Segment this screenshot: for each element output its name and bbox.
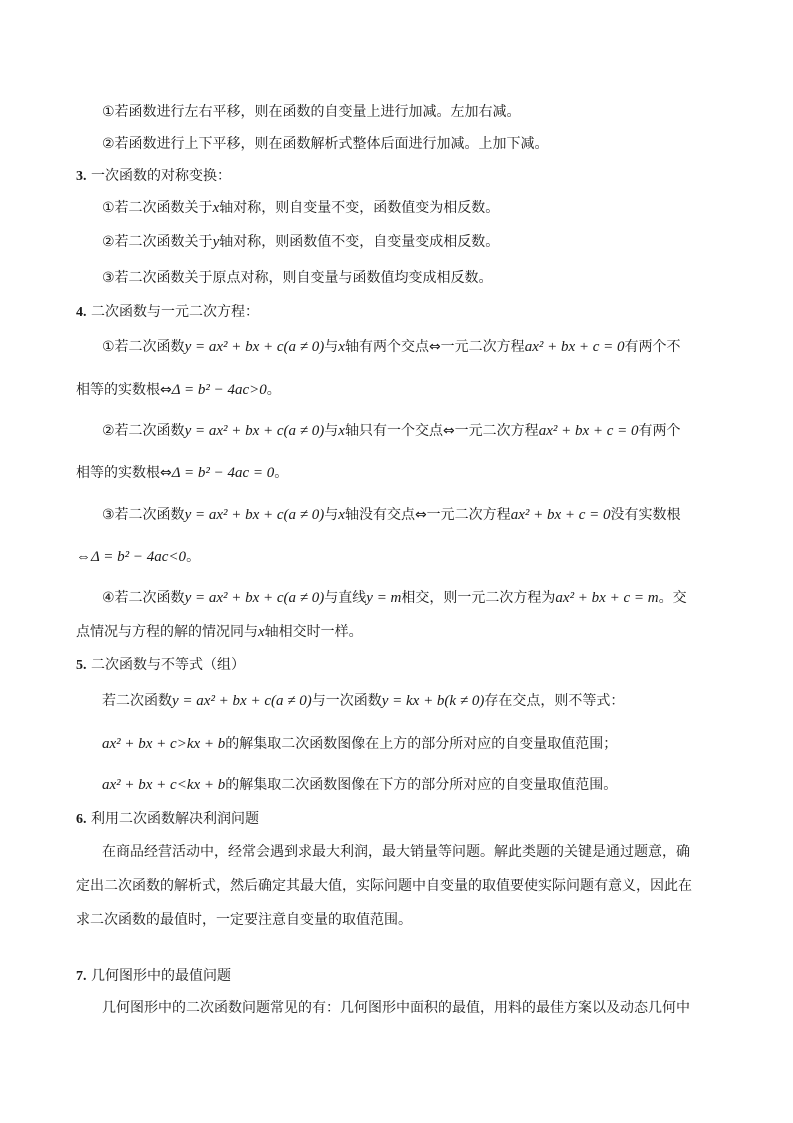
section-number: 6. (76, 812, 87, 827)
text: ①若函数进行左右平移，则在函数的自变量上进行加减。左加右减。 (102, 104, 521, 120)
math: y = ax² + bx + c(a ≠ 0) (172, 693, 312, 709)
text: 轴对称，则函数值不变，自变量变成相反数。 (219, 234, 500, 250)
math: ⇔Δ = b² − 4ac<0 (76, 549, 187, 565)
text: ②若二次函数 (102, 423, 185, 439)
text: 在商品经营活动中，经常会遇到求最大利润，最大销量等问题。解此类题的关键是通过题意，确 (102, 844, 690, 860)
section-heading-5 (76, 655, 245, 676)
text: 没有实数根 (610, 507, 681, 523)
paragraph-profit-2 (76, 876, 692, 896)
paragraph-two-intersections-cont (76, 380, 281, 400)
text: 与 (324, 339, 339, 355)
paragraph-line-intersection (102, 588, 687, 608)
text: 与 (324, 423, 339, 439)
text: ③若二次函数关于原点对称，则自变量与函数值均变成相反数。 (102, 270, 493, 286)
paragraph-no-intersection-cont (76, 547, 200, 567)
paragraph-x-axis-symmetry (102, 198, 499, 218)
math: ax² + bx + c = 0 (524, 339, 625, 355)
text: 求二次函数的最值时，一定要注意自变量的取值范围。 (76, 912, 412, 928)
text: 轴相交时一样。 (264, 624, 363, 640)
text: 若二次函数 (102, 693, 172, 709)
text: 与 (324, 507, 339, 523)
text: ③若二次函数 (102, 507, 185, 523)
paragraph-shift-horizontal (102, 102, 521, 122)
text: 点情况与方程的解的情况同与 (76, 624, 258, 640)
text: ②若函数进行上下平移，则在函数解析式整体后面进行加减。上加下减。 (102, 136, 549, 152)
text: 。 (186, 549, 201, 565)
math: x (212, 200, 220, 216)
paragraph-profit-1 (102, 842, 690, 862)
math: y (212, 234, 220, 250)
paragraph-geometry-1 (102, 998, 690, 1018)
math: ax² + bx + c = m (555, 590, 659, 606)
paragraph-origin-symmetry (102, 268, 493, 288)
section-heading-6 (76, 809, 259, 830)
math: y = ax² + bx + c(a ≠ 0) (184, 423, 325, 439)
math: y = ax² + bx + c(a ≠ 0) (184, 590, 325, 606)
section-title: 二次函数与不等式（组） (90, 657, 245, 673)
section-heading-4 (76, 302, 259, 323)
text: 存在交点，则不等式： (484, 693, 625, 709)
paragraph-shift-vertical (102, 134, 549, 154)
math: x (338, 423, 345, 439)
text: 轴有两个交点⇔一元二次方程 (344, 339, 525, 355)
section-number: 7. (76, 969, 87, 984)
text: 有两个不 (624, 339, 681, 355)
text: 有两个 (638, 423, 681, 439)
text: 相等的实数根⇔ (76, 465, 172, 481)
paragraph-line-intersection-cont (76, 622, 363, 642)
text: 与直线 (324, 590, 367, 606)
paragraph-inequality-less (102, 775, 617, 795)
math: y = kx + b(k ≠ 0) (381, 693, 485, 709)
section-title: 几何图形中的最值问题 (90, 968, 231, 984)
math: ax² + bx + c>kx + b (102, 736, 226, 752)
section-number: 5. (76, 658, 87, 673)
math: x (338, 507, 345, 523)
text: 轴没有交点⇔一元二次方程 (344, 507, 511, 523)
text: 定出二次函数的解析式，然后确定其最大值，实际问题中自变量的取值要使实际问题有意义，因此在 (76, 878, 692, 894)
paragraph-y-axis-symmetry (102, 232, 499, 252)
paragraph-inequality-greater (102, 734, 617, 754)
text: 。交 (658, 590, 687, 606)
section-title: 二次函数与一元二次方程： (90, 304, 259, 320)
text: 相交，则一元二次方程为 (401, 590, 556, 606)
text: ①若二次函数关于 (102, 200, 213, 216)
text: 的解集取二次函数图像在上方的部分所对应的自变量取值范围； (225, 736, 618, 752)
section-title: 一次函数的对称变换： (90, 168, 231, 184)
text: 几何图形中的二次函数问题常见的有：几何图形中面积的最值，用料的最佳方案以及动态几何中 (102, 1000, 690, 1016)
text: 的解集取二次函数图像在下方的部分所对应的自变量取值范围。 (225, 777, 618, 793)
paragraph-profit-3 (76, 910, 412, 930)
section-number: 3. (76, 169, 87, 184)
math: y = ax² + bx + c(a ≠ 0) (184, 339, 325, 355)
section-heading-3 (76, 166, 231, 187)
text: 相等的实数根⇔ (76, 382, 172, 398)
math: ax² + bx + c<kx + b (102, 777, 226, 793)
text: 与一次函数 (311, 693, 382, 709)
text: 。 (266, 382, 281, 398)
text: ②若二次函数关于 (102, 234, 213, 250)
math: x (338, 339, 345, 355)
section-heading-7 (76, 966, 231, 987)
paragraph-no-intersection (102, 505, 681, 525)
text: ④若二次函数 (102, 590, 185, 606)
math: ax² + bx + c = 0 (538, 423, 639, 439)
math: y = m (366, 590, 402, 606)
section-number: 4. (76, 305, 87, 320)
paragraph-one-intersection (102, 421, 681, 441)
math: Δ = b² − 4ac>0 (171, 382, 267, 398)
text: 轴只有一个交点⇔一元二次方程 (344, 423, 539, 439)
math: ax² + bx + c = 0 (510, 507, 611, 523)
text: 。 (274, 465, 289, 481)
paragraph-inequality-intro (102, 691, 624, 711)
math: Δ = b² − 4ac = 0 (171, 465, 275, 481)
text: 轴对称，则自变量不变，函数值变为相反数。 (219, 200, 500, 216)
math: y = ax² + bx + c(a ≠ 0) (184, 507, 325, 523)
section-title: 利用二次函数解决利润问题 (90, 811, 259, 827)
paragraph-two-intersections (102, 337, 681, 357)
math: x (258, 624, 265, 640)
paragraph-one-intersection-cont (76, 463, 288, 483)
text: ①若二次函数 (102, 339, 185, 355)
